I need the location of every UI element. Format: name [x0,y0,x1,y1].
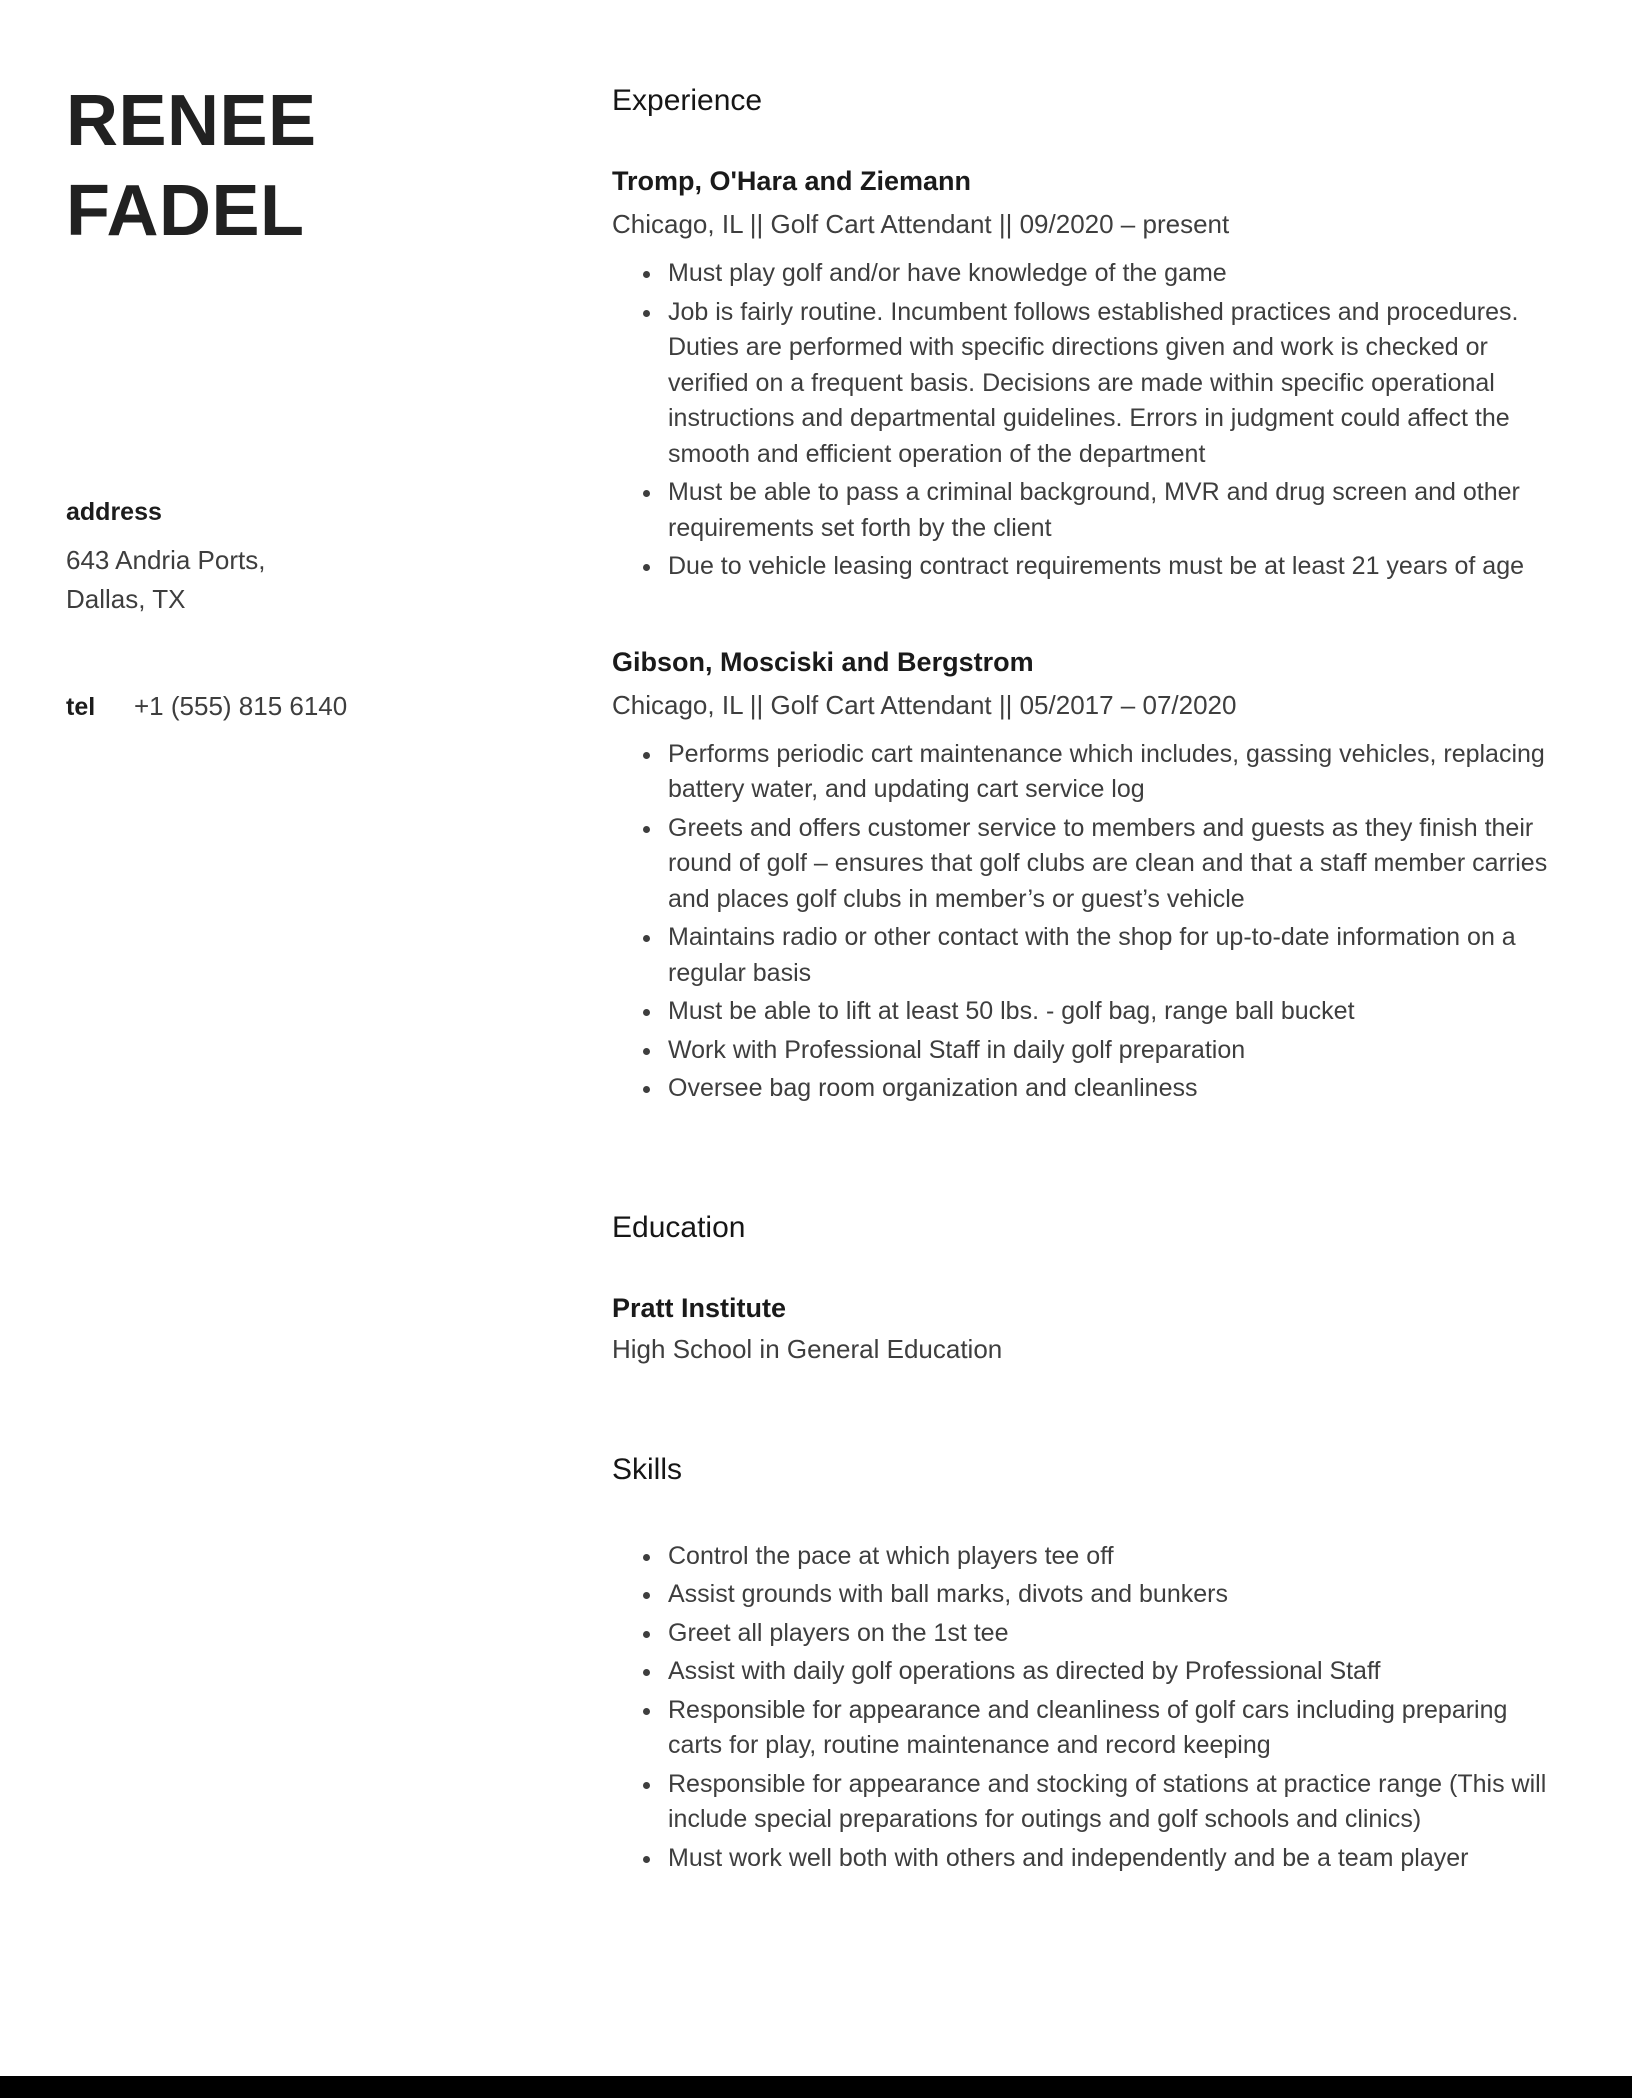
job-2-company: Gibson, Mosciski and Bergstrom [612,646,1034,677]
bullet-item: • Assist with daily golf operations as directed by Professional Staff [664,1654,1564,1690]
bullet-item: • Control the pace at which players tee off [664,1539,1564,1575]
job-2-bullets [612,737,1564,1107]
job-2-meta: Chicago, IL || Golf Cart Attendant || 05/2017 – 07/2020 [612,689,1237,720]
job-1-bullets [612,256,1564,585]
experience-section [612,84,1564,1107]
bullet-item: • Must be able to pass a criminal background, MVR and drug screen and other requirements set forth by the client [664,475,1564,546]
bullet-item: • Assist grounds with ball marks, divots and bunkers [664,1577,1564,1613]
address-block [66,498,496,619]
skills-section-title: Skills [612,1452,683,1486]
education-school: Pratt Institute [612,1292,787,1323]
bullet-item: • Must play golf and/or have knowledge of the game [664,256,1564,292]
bullet-item: • Must work well both with others and independently and be a team player [664,1841,1564,1877]
candidate-first-name: RENEE [66,81,317,161]
main-content [612,84,1564,1879]
bullet-item: • Maintains radio or other contact with the shop for up-to-date information on a regular basis [664,920,1564,991]
bullet-item: • Must be able to lift at least 50 lbs. - golf bag, range ball bucket [664,994,1564,1030]
candidate-last-name: FADEL [66,171,305,251]
sidebar [66,76,496,722]
bullet-item: • Job is fairly routine. Incumbent follows established practices and procedures. Duties are performed with specific directions given and work is checked or verified on a frequent basis. Decisions are made within specific operational instructions and departmental guidelines. Errors in judgment could affect the smooth and efficient operation of the department [664,295,1564,473]
bullet-item: • Work with Professional Staff in daily golf preparation [664,1033,1564,1069]
education-section-title: Education [612,1210,746,1244]
bullet-item: • Performs periodic cart maintenance which includes, gassing vehicles, replacing battery water, and updating cart service log [664,737,1564,808]
bullet-item: • Responsible for appearance and cleanliness of golf cars including preparing carts for play, routine maintenance and record keeping [664,1693,1564,1764]
bullet-item: • Due to vehicle leasing contract requirements must be at least 21 years of age [664,549,1564,585]
job-entry-1 [612,166,1564,585]
skills-section [612,1453,1564,1877]
tel-value: +1 (555) 815 6140 [134,691,348,721]
bullet-item: • Greets and offers customer service to members and guests as they finish their round of golf – ensures that golf clubs are clean and that a staff member carries and places golf clubs in member’s or guest’s vehicle [664,811,1564,918]
candidate-name [66,76,496,256]
tel-block [66,691,496,722]
bullet-item: • Responsible for appearance and stocking of stations at practice range (This will include special preparations for outings and golf schools and clinics) [664,1767,1564,1838]
address-line-2: Dallas, TX [66,584,186,614]
job-1-company: Tromp, O'Hara and Ziemann [612,166,971,196]
job-1-meta: Chicago, IL || Golf Cart Attendant || 09/2020 – present [612,209,1230,239]
tel-label: tel [66,693,96,721]
job-entry-2 [612,647,1564,1107]
experience-section-title: Experience [612,84,763,117]
education-section [612,1211,1564,1365]
bullet-item: • Greet all players on the 1st tee [664,1616,1564,1652]
education-degree: High School in General Education [612,1333,1003,1364]
skills-bullets [612,1539,1564,1877]
footer-bar [0,2076,1632,2098]
bullet-item: • Oversee bag room organization and cleanliness [664,1071,1564,1107]
address-label: address [66,498,162,526]
address-line-1: 643 Andria Ports, [66,545,266,575]
